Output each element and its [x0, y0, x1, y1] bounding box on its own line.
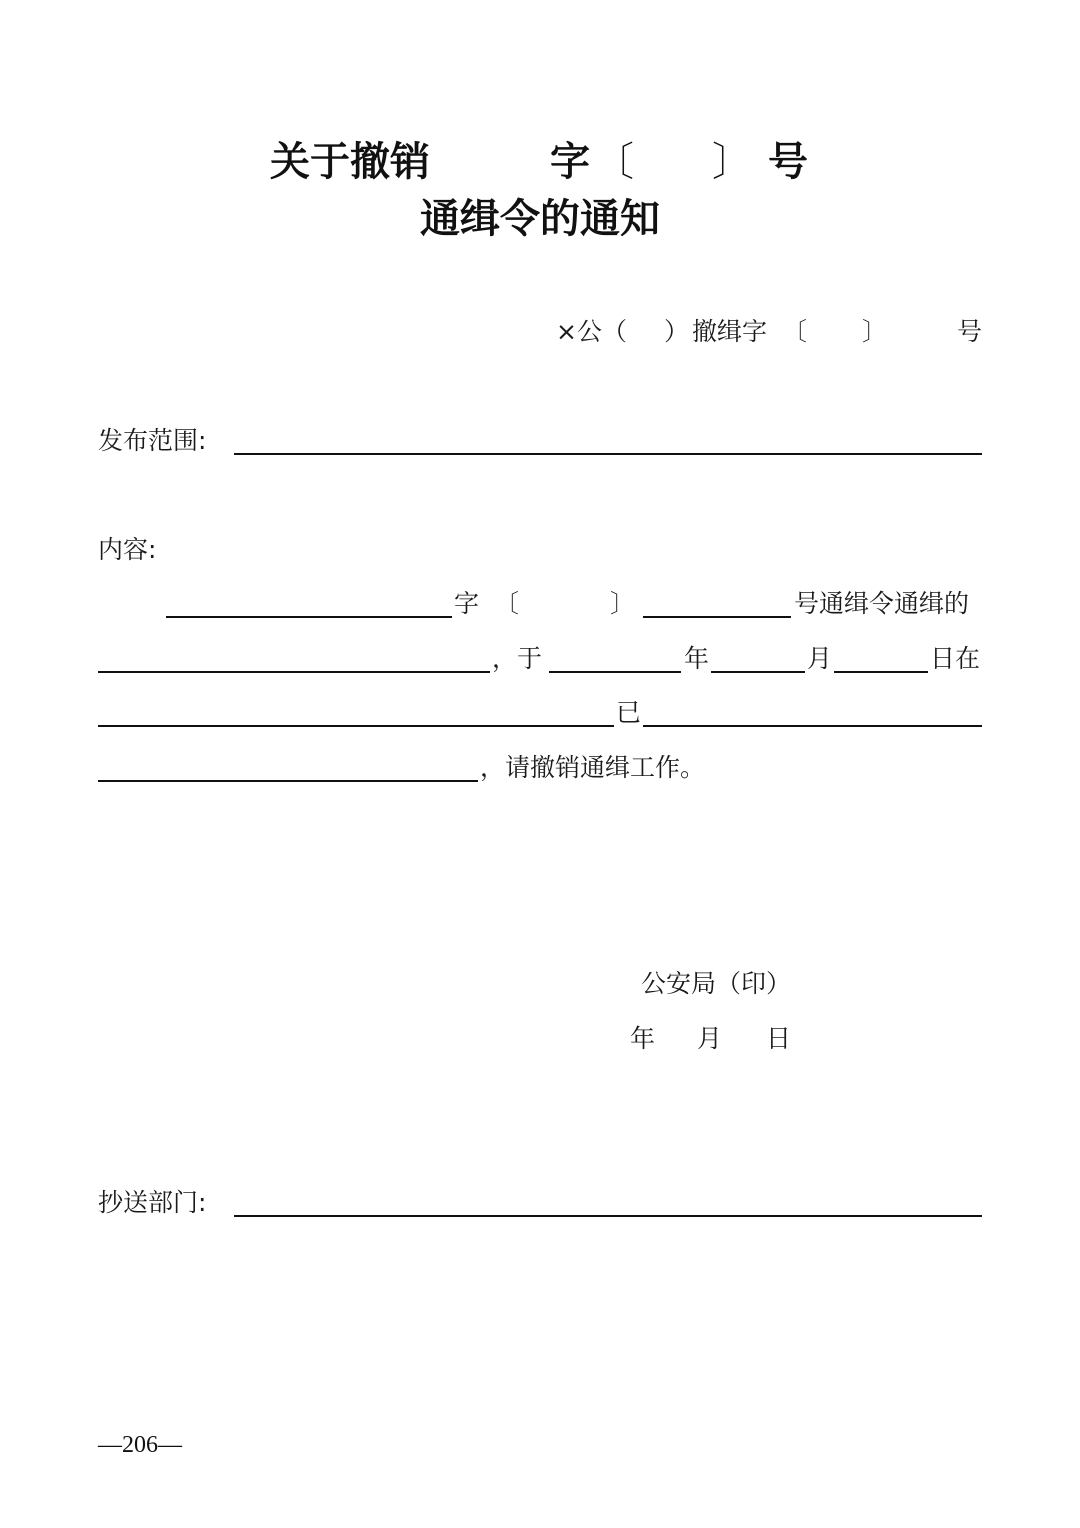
- doc-number-paren-close: ）: [664, 317, 690, 346]
- content-line2-yu: ，于: [492, 644, 543, 673]
- title-bracket-close: 〕: [712, 139, 752, 185]
- content-label: 内容:: [98, 535, 157, 564]
- title-line2: 通缉令的通知: [420, 195, 660, 242]
- content-line2-nian: 年: [684, 644, 710, 673]
- content-line2-blank-year[interactable]: [549, 671, 681, 673]
- title-bracket-open: 〔: [594, 139, 634, 185]
- content-line4-blank[interactable]: [98, 780, 478, 782]
- signature-org: 公安局（印）: [641, 969, 792, 998]
- title-prefix: 关于撤销: [270, 138, 430, 185]
- signature-nian: 年: [630, 1024, 656, 1053]
- content-line2-blank-month[interactable]: [711, 671, 805, 673]
- content-line3-blank-b[interactable]: [643, 725, 982, 727]
- content-line1-blank-b[interactable]: [643, 616, 791, 618]
- chaosong-blank-line[interactable]: [234, 1215, 982, 1217]
- signature-yue: 月: [697, 1024, 723, 1053]
- doc-number-bracket-close: 〕: [862, 317, 888, 346]
- content-line1-tail: 号通缉令通缉的: [794, 589, 970, 618]
- page-number: —206—: [98, 1432, 182, 1458]
- content-line1-bracket-close: 〕: [610, 589, 636, 618]
- title-zi: 字: [550, 138, 590, 185]
- signature-ri: 日: [766, 1024, 792, 1053]
- content-line3-yi: 已: [616, 698, 642, 727]
- content-line1-zi: 字: [454, 589, 480, 618]
- doc-number-chezi: 撤缉字: [692, 317, 768, 346]
- content-line3-blank-a[interactable]: [98, 725, 614, 727]
- content-line2-blank-a[interactable]: [98, 671, 490, 673]
- title-hao: 号: [768, 138, 808, 185]
- doc-number-bracket-open: 〔: [782, 317, 808, 346]
- content-line4-tail: ，请撤销通缉工作。: [480, 753, 706, 782]
- content-line2-yue: 月: [807, 644, 833, 673]
- content-line2-ri: 日在: [930, 644, 981, 673]
- doc-number-x-gong: ×公（: [556, 317, 627, 346]
- chaosong-label: 抄送部门:: [98, 1188, 207, 1217]
- fabu-label: 发布范围:: [98, 426, 207, 455]
- content-line1-blank-a[interactable]: [166, 616, 452, 618]
- content-line2-blank-day[interactable]: [834, 671, 928, 673]
- fabu-blank-line[interactable]: [234, 453, 982, 455]
- doc-number-hao: 号: [957, 317, 983, 346]
- content-line1-bracket-open: 〔: [494, 589, 520, 618]
